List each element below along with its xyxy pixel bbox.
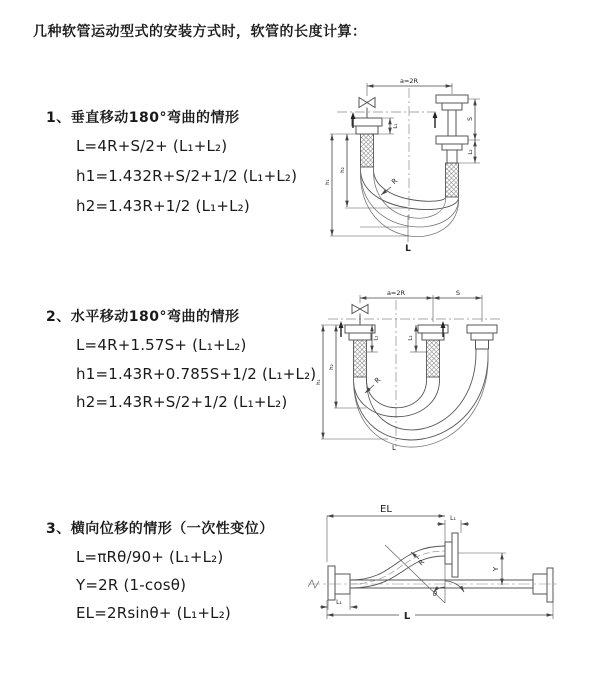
- section-1-heading: 1、垂直移动180°弯曲的情形: [46, 110, 240, 126]
- d3-y-label: Y: [492, 566, 500, 572]
- d2-radius-label: R: [373, 375, 383, 386]
- d3-angle-label: θ: [433, 590, 437, 598]
- d3-centerline: [308, 580, 560, 588]
- d1-valve-icon: [359, 98, 375, 119]
- d2-l1-dimension: [367, 325, 380, 352]
- section-2-heading: 2、水平移动180°弯曲的情形: [46, 309, 240, 325]
- d3-l1-top-dimension: [437, 515, 469, 533]
- d3-break-mark: [308, 580, 319, 588]
- d2-span-label: a=2R: [386, 289, 406, 297]
- d1-centerlines: [337, 88, 434, 220]
- diagram-lateral-displacement: [302, 500, 577, 645]
- d2-length-label: L: [392, 444, 396, 452]
- d1-l1-label: L₁: [393, 123, 399, 129]
- d1-right-pipe: [436, 95, 468, 197]
- d1-top-dimension: [367, 77, 452, 96]
- d2-motion-arrows: [339, 321, 446, 337]
- section-3-formula-EL: EL=2Rsinθ+ (L₁+L₂): [76, 604, 231, 622]
- d2-hose-curves: [353, 349, 488, 447]
- section-3-heading: 3、横向位移的情形（一次性变位）: [46, 521, 274, 537]
- diagram-horizontal-180-bend: [308, 282, 548, 462]
- d1-length-label: L: [405, 244, 411, 254]
- d3-l-dimension: [327, 600, 553, 622]
- d2-l2-dimension: [408, 325, 426, 352]
- d1-left-pipe: [352, 118, 382, 167]
- section-1-formula-h2: h2=1.43R+1/2 (L₁+L₂): [76, 197, 250, 215]
- d3-l1-top-label: L₁: [450, 515, 456, 522]
- section-2-formula-h2: h2=1.43R+S/2+1/2 (L₁+L₂): [76, 393, 288, 411]
- d3-radius-label: R: [417, 558, 427, 568]
- d2-radius-callout: [365, 376, 382, 393]
- d2-right-pipe: [467, 325, 497, 349]
- d2-h2-label: h₂: [329, 364, 335, 370]
- d2-left-pipe: [345, 325, 375, 377]
- d3-l1-left-label: L₁: [336, 599, 342, 606]
- d3-left-flange: [328, 566, 350, 600]
- d2-l1-label: L₁: [373, 335, 380, 341]
- section-2-formula-h1: h1=1.43R+0.785S+1/2 (L₁+L₂): [76, 365, 317, 383]
- section-3-formula-L: L=πRθ/90+ (L₁+L₂): [76, 548, 224, 566]
- d2-h1-label: h₁: [316, 379, 322, 385]
- d2-l2-label: L₂: [408, 335, 414, 341]
- d1-s-label: S: [467, 117, 474, 121]
- d3-l1-left-dimension: [320, 594, 358, 610]
- d1-h1-label: h₁: [325, 179, 331, 185]
- d3-l-label: L: [403, 611, 411, 622]
- d1-l2-label: L₂: [468, 149, 474, 155]
- section-3-formula-Y: Y=2R (1-cosθ): [76, 576, 187, 594]
- diagram-vertical-180-bend: [312, 70, 537, 265]
- d1-h2-label: h₂: [340, 167, 346, 173]
- d1-hose-curves: [360, 167, 458, 237]
- section-1-formula-h1: h1=1.432R+S/2+1/2 (L₁+L₂): [76, 167, 298, 185]
- page-title: 几种软管运动型式的安装方式时，软管的长度计算：: [33, 24, 367, 40]
- d2-top-dimensions: [360, 289, 482, 322]
- section-1-formula-L: L=4R+S/2+ (L₁+L₂): [76, 137, 228, 155]
- d3-el-label: EL: [380, 504, 392, 515]
- d1-radius-label: R: [390, 176, 400, 187]
- d2-valve-icon: [352, 305, 368, 326]
- d1-span-label: a=2R: [399, 77, 419, 85]
- d2-s-label: S: [455, 289, 461, 297]
- section-2-formula-L: L=4R+1.57S+ (L₁+L₂): [76, 336, 247, 354]
